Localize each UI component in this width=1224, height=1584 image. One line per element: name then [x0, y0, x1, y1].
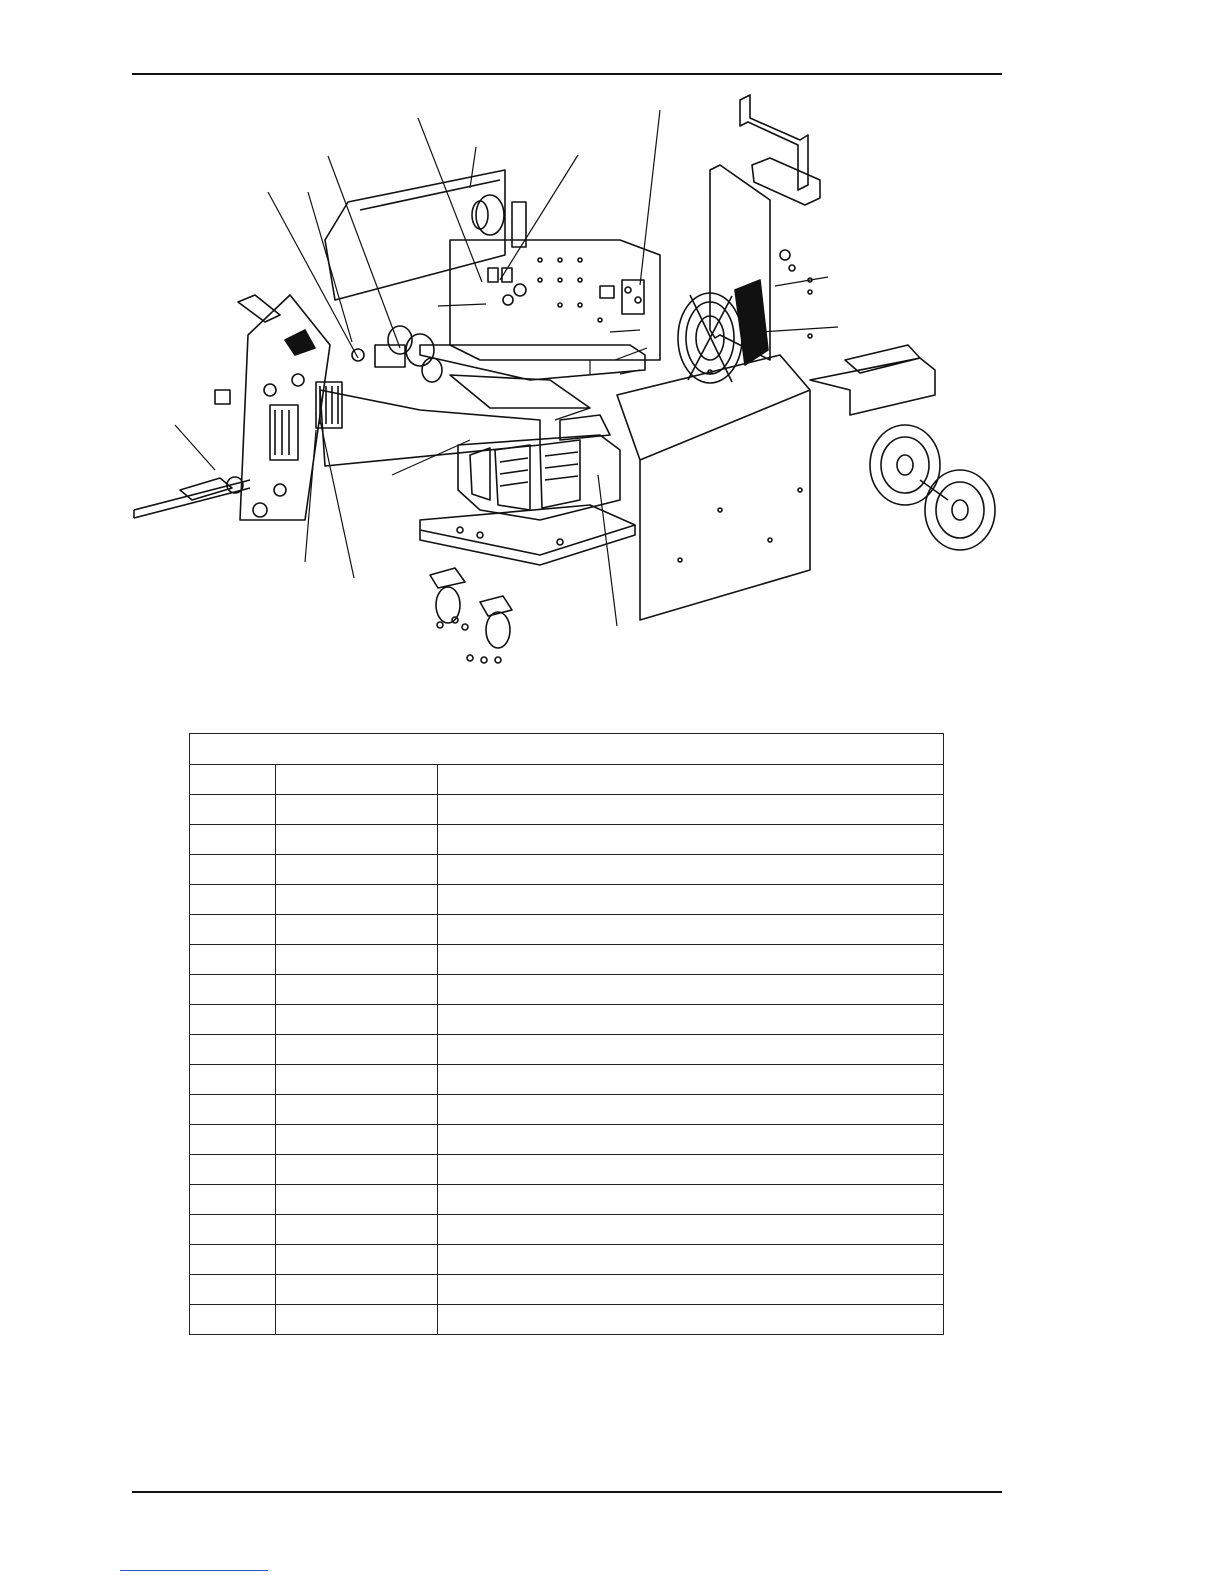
description-cell	[438, 855, 944, 885]
table-title-row	[190, 734, 944, 765]
table-row	[190, 945, 944, 975]
part-number-cell	[276, 975, 438, 1005]
description-cell	[438, 885, 944, 915]
footer-rule	[132, 1491, 1002, 1493]
table-row	[190, 825, 944, 855]
description-cell	[438, 1035, 944, 1065]
table-row	[190, 1275, 944, 1305]
table-row	[190, 765, 944, 795]
header-rule	[132, 73, 1002, 75]
part-number-cell	[276, 1185, 438, 1215]
table-row	[190, 1305, 944, 1335]
part-number-cell	[276, 1275, 438, 1305]
table-row	[190, 1035, 944, 1065]
description-cell	[438, 1215, 944, 1245]
part-number-cell	[276, 885, 438, 915]
table-row	[190, 1005, 944, 1035]
part-number-cell	[276, 1155, 438, 1185]
item-number-cell	[190, 1035, 276, 1065]
table-row	[190, 795, 944, 825]
table-row	[190, 885, 944, 915]
parts-list-table	[189, 733, 944, 1335]
table-row	[190, 1065, 944, 1095]
item-number-cell	[190, 825, 276, 855]
description-cell	[438, 1185, 944, 1215]
part-number-cell	[276, 795, 438, 825]
gas-valve	[352, 326, 412, 367]
description-cell	[438, 975, 944, 1005]
part-number-cell	[276, 765, 438, 795]
part-number-cell	[276, 1215, 438, 1245]
item-number-cell	[190, 975, 276, 1005]
contactor	[622, 280, 644, 314]
item-number-cell	[190, 1095, 276, 1125]
footer-link[interactable]	[120, 1554, 268, 1571]
description-cell	[438, 765, 944, 795]
castor-wheel	[430, 568, 512, 663]
part-number-cell	[276, 1095, 438, 1125]
description-cell	[438, 1305, 944, 1335]
item-number-cell	[190, 1275, 276, 1305]
description-cell	[438, 795, 944, 825]
table-row	[190, 1185, 944, 1215]
table-row	[190, 915, 944, 945]
part-number-cell	[276, 855, 438, 885]
description-cell	[438, 1095, 944, 1125]
table-row	[190, 1125, 944, 1155]
table-row	[190, 1095, 944, 1125]
item-number-cell	[190, 915, 276, 945]
part-number-cell	[276, 1125, 438, 1155]
rear-wheel	[870, 425, 995, 550]
table-row	[190, 975, 944, 1005]
item-number-cell	[190, 1065, 276, 1095]
table-row	[190, 855, 944, 885]
item-number-cell	[190, 1245, 276, 1275]
chassis-wall	[320, 390, 540, 466]
description-cell	[438, 915, 944, 945]
table-row	[190, 1155, 944, 1185]
part-number-cell	[276, 825, 438, 855]
table-title	[190, 734, 944, 765]
description-cell	[438, 1065, 944, 1095]
description-cell	[438, 1275, 944, 1305]
description-cell	[438, 825, 944, 855]
side-cover	[617, 355, 810, 620]
item-number-cell	[190, 885, 276, 915]
part-number-cell	[276, 945, 438, 975]
pcb-control	[450, 240, 660, 360]
top-bracket	[740, 95, 820, 205]
description-cell	[438, 1125, 944, 1155]
description-cell	[438, 1155, 944, 1185]
description-cell	[438, 1245, 944, 1275]
item-number-cell	[190, 1155, 276, 1185]
item-number-cell	[190, 1185, 276, 1215]
item-number-cell	[190, 945, 276, 975]
part-number-cell	[276, 1305, 438, 1335]
part-number-cell	[276, 1005, 438, 1035]
part-number-cell	[276, 1035, 438, 1065]
description-cell	[438, 1005, 944, 1035]
feeder-plate	[420, 345, 645, 408]
axle-bracket	[810, 345, 935, 415]
table-row	[190, 1215, 944, 1245]
part-number-cell	[276, 1065, 438, 1095]
exploded-parts-diagram	[120, 90, 1020, 680]
item-number-cell	[190, 1215, 276, 1245]
item-number-cell	[190, 1125, 276, 1155]
item-number-cell	[190, 795, 276, 825]
item-number-cell	[190, 1005, 276, 1035]
handle	[238, 295, 315, 355]
earth-clamp	[134, 480, 267, 518]
part-number-cell	[276, 915, 438, 945]
item-number-cell	[190, 855, 276, 885]
item-number-cell	[190, 765, 276, 795]
item-number-cell	[190, 1305, 276, 1335]
divider-panel	[325, 170, 505, 300]
transformer	[458, 415, 620, 520]
part-number-cell	[276, 1245, 438, 1275]
table-row	[190, 1245, 944, 1275]
description-cell	[438, 945, 944, 975]
